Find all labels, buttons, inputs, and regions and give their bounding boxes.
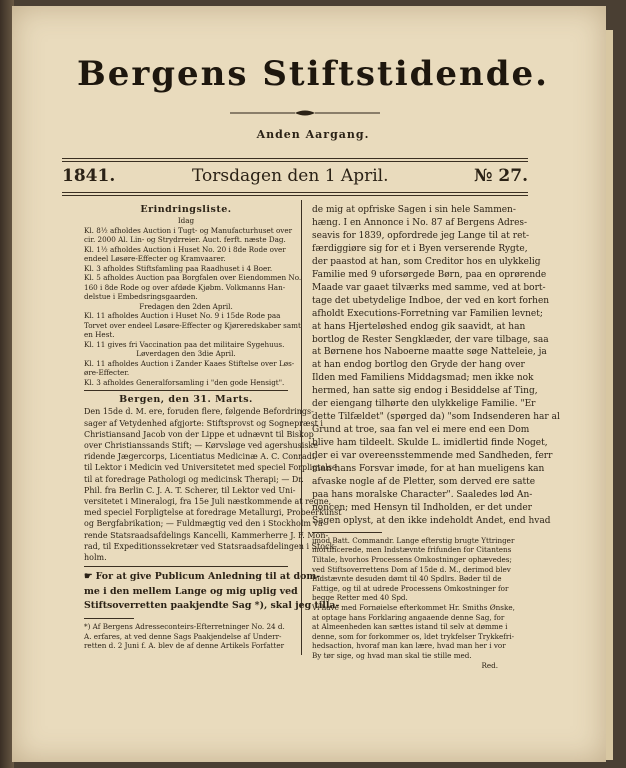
list-item: Kl. 3 afholdes Stiftsfamling paa Raadhuset i 4 Boer. <box>84 263 273 273</box>
list-item: Kl. 11 afholdes Auction i Zander Kaaes Stiftelse over Løs- <box>84 358 295 368</box>
list-item: cir. 2000 Al. Lin- og Strydrreier. Auct. ferft. næste Dag. <box>84 235 286 245</box>
article-line: at han endog bortlog den Gryde der hang over <box>312 360 525 371</box>
list-item: Kl. 3 afholdes Generalforsamling i "den gode Hensigt". <box>84 377 285 387</box>
article-line: at Børnene hos Naboerne maatte søge Natteleie, ja <box>312 347 547 358</box>
article-text <box>84 406 342 563</box>
article-line: med speciel Forpligtelse at foredrage Metallurgi, Probeerkunst <box>84 508 342 518</box>
section-heading: Bergen, den 31. Marts. <box>119 394 253 406</box>
article-line: man hans Forsvar imøde, for at han mueligens kan <box>312 464 545 475</box>
notice-line: ☛ For at give Publicum Anledning til at dom- <box>84 571 321 583</box>
article-line: til Lektor i Medicin ved Universitetet med speciel Forpligtelse <box>84 463 337 473</box>
list-item: Kl. 1½ afholdes Auction i Huset No. 20 i 8de Rode over <box>84 244 286 254</box>
issue-date: Torsdagen den 1 April. <box>192 166 389 186</box>
footnote-line: retten d. 2 Juni f. A. blev de af denne Artikels Forfatter <box>84 641 285 651</box>
article-line: holm. <box>84 553 107 563</box>
article-line: afvaske nogle af de Pletter, som derved ere satte <box>312 477 536 488</box>
notice-line: me i den mellem Lange og mig uplig ved <box>84 585 298 597</box>
article-line: rende Statsraadsafdelings Kancelli, Kammerherre J. F. Mon- <box>84 530 329 540</box>
footnote-line: at Almeenheden kan sættes istand til selv at dømme i <box>312 622 508 632</box>
divider <box>84 390 288 391</box>
footnote-line: *) Af Bergens Adresseconteirs-Efterretninger No. 24 d. <box>84 622 285 632</box>
reminder-list <box>84 216 302 387</box>
article-line: Den 15de d. M. ere, foruden flere, følgende Befordrings- <box>84 407 314 417</box>
footnote-continued <box>312 536 528 661</box>
left-column <box>84 204 342 651</box>
main-article <box>312 204 560 528</box>
footnote-line: Indstævnte desuden dømt til 40 Spdlrs. Bøder til de <box>312 574 502 584</box>
footnote-line: denne, som for forkommer os, ldet trykfelser Trykkefri- <box>312 631 515 641</box>
volume-subtitle: Anden Aargang. <box>256 128 370 141</box>
article-line: Ilden med Familiens Middagsmad; men ikke nok <box>312 373 534 384</box>
article-line: at hans Hjerteløshed endog gik saavidt, at han <box>312 321 526 332</box>
list-item: Kl. 5 afholdes Auction paa Borgfalen over Eiendommen No. <box>84 273 302 283</box>
article-line: hæng. I en Annonce i No. 87 af Bergens Adres- <box>312 217 528 228</box>
article-line: paa hans moralske Character". Saaledes lød An- <box>312 489 533 500</box>
divider <box>84 566 288 567</box>
bottom-rule-2 <box>62 195 528 196</box>
list-item: 160 i 8de Rode og over afdøde Kjøbm. Volkmanns Han- <box>84 282 286 292</box>
article-line: og Bergfabrikation; — Fuldmægtig ved den i Stockholm va- <box>84 519 326 529</box>
bottom-rule <box>62 192 528 193</box>
list-item: en Hest. <box>84 330 115 340</box>
article-line: tage det ubetydelige Indboe, der ved en kort forhen <box>312 295 550 306</box>
list-item: øre-Effecter. <box>84 368 130 378</box>
masthead-title: Bergens Stiftstidende. <box>76 54 550 94</box>
footnote-line: Tiltale, hvorhos Processens Omkostninger ophævedes; <box>312 555 512 565</box>
article-line: Grund at troe, saa fan vel ei mere end een Dom <box>312 425 530 436</box>
article-line: rad, til Expeditionssekretær ved Statsraadsafdelingen i Stock- <box>84 541 337 551</box>
article-line: de mig at opfriske Sagen i sin hele Sammen- <box>312 205 516 215</box>
notice-text <box>84 570 340 614</box>
article-line: dette Tilfældet" (spørged da) "som Indsenderen har al <box>312 412 560 423</box>
footnote-line: By tør sige, og hvad man skal tie stille med. <box>312 650 472 660</box>
list-day-heading: Løverdagen den 3die April. <box>136 349 236 359</box>
footnote-line: ved Stiftsoverrettens Dom af 15de d. M., derimod blev <box>312 564 511 574</box>
list-item: Kl. 8½ afholdes Auction i Tugt- og Manufacturhuset over <box>84 225 293 235</box>
article-line: Christiansand Jacob von der Lippe et udnævnt til Biskop <box>84 429 314 439</box>
right-column <box>312 204 560 670</box>
article-line: ridende Jægercorps, Licentiatus Medicinæ A. C. Conradi, <box>84 452 317 462</box>
article-line: færdiggiøre sig for et i Byen verserende Rygte, <box>312 243 528 254</box>
article-line: der ei var overeensstemmende med Sandheden, ferr <box>312 451 553 462</box>
footnote-rule <box>312 532 382 533</box>
footnote-line: mortificerede, men Indstævnte frifunden for Citantens <box>312 545 512 555</box>
article-line: der paastod at han, som Creditor hos en ulykkelig <box>312 256 541 267</box>
footnote-line: Vi have med Fornøielse efterkommet Hr. Smiths Ønske, <box>312 602 515 612</box>
footnote-line: at optage hans Forklaring angaaende denne Sag, for <box>312 612 505 622</box>
footnote-line: A. erfares, at ved denne Sags Paakjendelse af Underr- <box>84 631 282 641</box>
article-line: bortlog de Rester Sengklæder, der vare tilbage, saa <box>312 334 549 345</box>
article-line: hermed, han satte sig endog i Besiddelse af Ting, <box>312 386 538 397</box>
list-item: endeel Løsøre-Effecter og Kramvaarer. <box>84 254 226 264</box>
top-rule-2 <box>62 161 528 162</box>
article-line: noncen; med Hensyn til Indholden, er det under <box>312 502 532 513</box>
article-line: versitetet i Mineralogi, fra 15e Juli næstkommende at regne, <box>84 497 332 507</box>
footnote <box>84 622 288 651</box>
masthead-ornament <box>230 108 380 118</box>
list-item: delstue i Embedsringsgaarden. <box>84 292 198 302</box>
editor-signature: Red. <box>481 660 498 670</box>
notice-line: Stiftsoverretten paakjendte Sag *), skal jeg tilla- <box>84 600 340 612</box>
list-heading: Erindringsliste. <box>140 204 232 215</box>
list-item: Torvet over endeel Løsøre-Effecter og Kjøreredskaber samt <box>84 320 301 330</box>
article-line: seavis for 1839, opfordrede jeg Lange til at ret- <box>312 230 530 241</box>
footnote-line: hedsaction, hvoraf man kan lære, hvad man her i vor <box>312 641 506 651</box>
issue-year: 1841. <box>62 166 116 186</box>
article-line: over Christianssands Stift; — Kørvsløge ved agershusiske <box>84 441 319 451</box>
footnote-line: imod Batt. Commandr. Lange efterstig brugte Yttringer <box>312 535 515 545</box>
article-line: Maade var gaaet tilværks med samme, ved at bort- <box>312 282 546 293</box>
article-line: blive ham tildeelt. Skulde L. imidlertid finde Noget, <box>312 438 548 449</box>
article-line: der eiengang tilhørte den ulykkelige Familie. "Er <box>312 399 536 410</box>
footnote-line: begge Retter med 40 Spd. <box>312 593 408 603</box>
footnote-rule <box>84 618 134 619</box>
article-line: sager af Vetydenhed afgjorte: Stiftsprovst og Sognepræst i <box>84 418 323 428</box>
dateline <box>62 166 528 188</box>
list-item: Kl. 11 afholdes Auction i Huset No. 9 i 15de Rode paa <box>84 311 281 321</box>
list-day-heading: Idag <box>177 216 195 226</box>
article-line: Phil. fra Berlin C. J. A. T. Scherer, til Lektor ved Uni- <box>84 485 296 495</box>
top-rule <box>62 158 528 159</box>
list-item: Kl. 11 gives fri Vaccination paa det militaire Sygehuus. <box>84 339 285 349</box>
issue-number: № 27. <box>474 166 528 186</box>
article-line: Familie med 9 uforsørgede Børn, paa en oprørende <box>312 269 547 280</box>
footnote-line: Fattige, og til at udrede Processens Omkostninger for <box>312 583 509 593</box>
article-line: Sagen oplyst, at den ikke indeholdt Andet, end hvad <box>312 515 551 526</box>
list-day-heading: Fredagen den 2den April. <box>139 301 233 311</box>
article-line: afholdt Executions-Forretning var Familien levnet; <box>312 308 543 319</box>
article-line: til at foredrage Pathologi og medicinsk Therapi; — Dr. <box>84 474 304 484</box>
